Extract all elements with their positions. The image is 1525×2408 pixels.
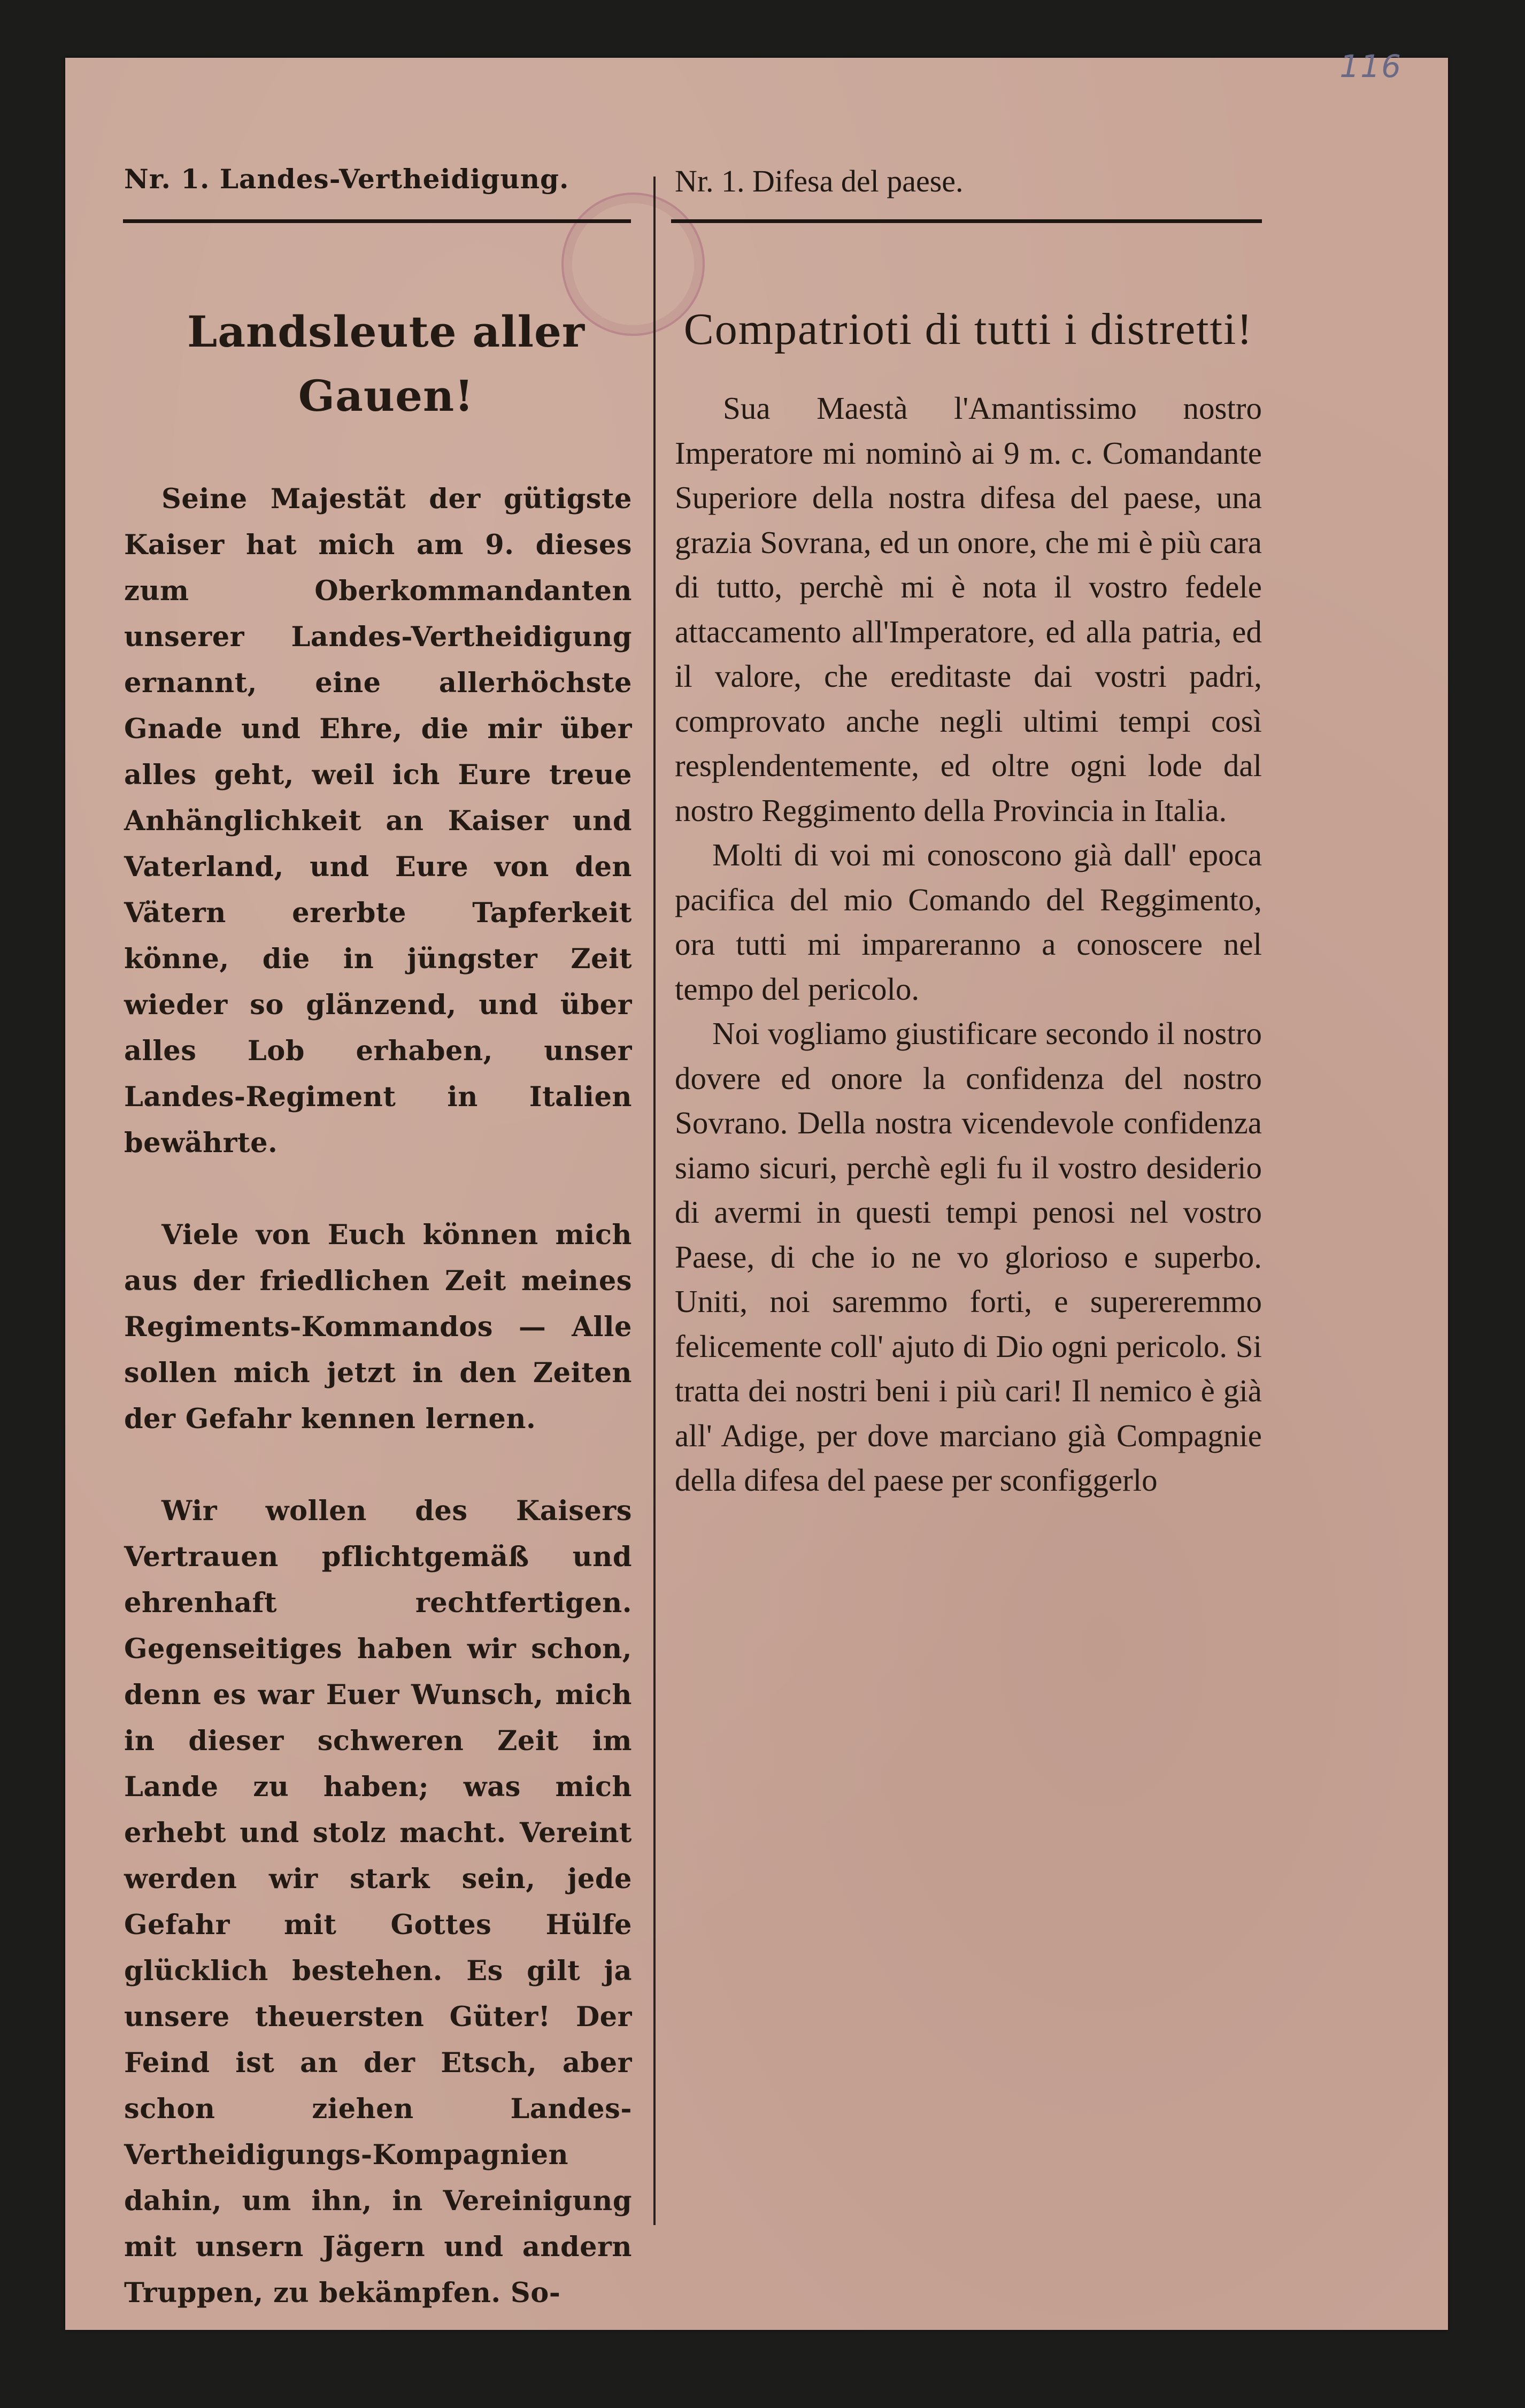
- german-paragraph-1: Seine Majestät der gütigste Kaiser hat mich am 9. dieses zum Oberkommandanten unserer Landes-Vertheidigung ernannt, eine allerhöchste Gnade und Ehre, die mir über alles geht, weil ich Eure treue Anhänglichkeit an Kaiser und Vaterland, und Eure von den Vätern ererbte Tapferkeit könne, die in jüngster Zeit wieder so glänzend, und über alles Lob erhaben, unser Landes-Regiment in Italien bewährte.: [124, 483, 632, 1159]
- column-divider: [653, 177, 656, 2225]
- german-paragraph-3: Wir wollen des Kaisers Vertrauen pflichtgemäß und ehrenhaft rechtfertigen. Gegenseitiges haben wir schon, denn es war Euer Wunsch, mich in dieser schweren Zeit im Lande zu haben; was mich erhebt und stolz macht. Vereint werden wir stark sein, jede Gefahr mit Gottes Hülfe glücklich bestehen. Es gilt ja unsere theuersten Güter! Der Feind ist an der Etsch, aber schon ziehen Landes-Vertheidigungs-Kompagnien dahin, um ihn, in Vereinigung mit unsern Jägern und andern Truppen, zu bekämpfen. So-: [124, 1495, 632, 2309]
- italian-title: Compatrioti di tutti i distretti!: [683, 304, 1253, 354]
- right-header-rule: [671, 219, 1262, 223]
- german-column: [124, 300, 632, 2316]
- german-paragraph-2: Viele von Euch können mich aus der friedlichen Zeit meines Regiments-Kommandos — Alle sollen mich jetzt in den Zeiten der Gefahr kennen lernen.: [124, 1219, 632, 1435]
- right-column-header: Nr. 1. Difesa del paese.: [675, 164, 964, 198]
- folio-number: 116: [1339, 48, 1402, 85]
- italian-paragraph-1: Sua Maestà l'Amantissimo nostro Imperatore mi nominò ai 9 m. c. Comandante Superiore della nostra difesa del paese, una grazia Sovrana, ed un onore, che mi è più cara di tutto, perchè mi è nota il vostro fedele attaccamento all'Imperatore, ed alla patria, ed il valore, che ereditaste dai vostri padri, comprovato anche negli ultimi tempi così resplendentemente, ed oltre ogni lode dal nostro Reggimento della Provincia in Italia.: [675, 390, 1262, 828]
- italian-paragraph-3: Noi vogliamo giustificare secondo il nostro dovere ed onore la confidenza del nostro Sovrano. Della nostra vicendevole confidenza siamo sicuri, perchè egli fu il vostro desiderio di avermi in questi tempi penosi nel vostro Paese, di che io ne vo glorioso e superbo. Uniti, noi saremmo forti, e supereremmo felicemente coll' ajuto di Dio ogni pericolo. Si tratta dei nostri beni i più cari! Il nemico è già all' Adige, per dove marciano già Compagnie della difesa del paese per sconfiggerlo: [675, 1016, 1262, 1498]
- left-header-rule: [123, 219, 631, 223]
- italian-column: [675, 300, 1262, 1503]
- german-title: Landsleute aller Gauen!: [187, 306, 586, 421]
- left-column-header: Nr. 1. Landes-Vertheidigung.: [124, 163, 569, 195]
- italian-paragraph-2: Molti di voi mi conoscono già dall' epoca pacifica del mio Comando del Reggimento, ora tutti mi impareranno a conoscere nel tempo del pericolo.: [675, 837, 1262, 1007]
